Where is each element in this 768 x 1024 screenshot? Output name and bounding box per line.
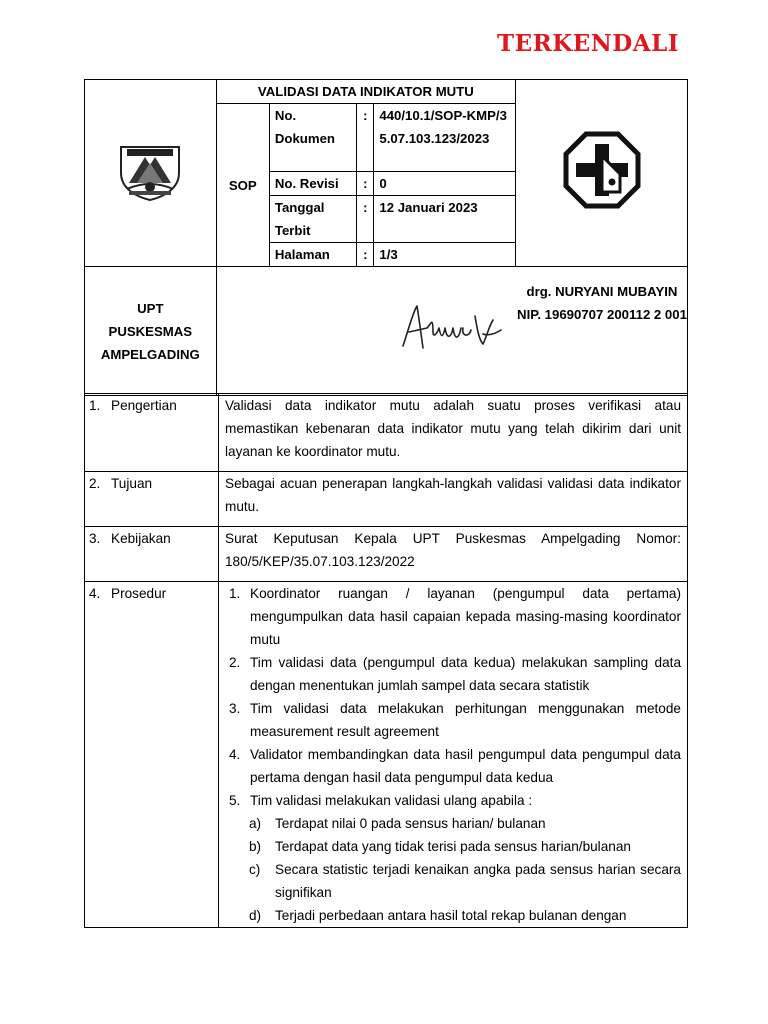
org-line-1: UPT: [137, 300, 164, 316]
page-value: 1/3: [374, 243, 516, 267]
sop-header-table: [84, 79, 688, 396]
issue-date-value: 12 Januari 2023: [374, 196, 516, 243]
page-colon: :: [357, 243, 374, 267]
page-label: Halaman: [269, 243, 356, 267]
list-item: 3. Tim validasi data melakukan perhitungan menggunakan metode measurement result agreement: [229, 701, 681, 739]
section-1-text: Validasi data indikator mutu adalah suatu proses verifikasi atau memastikan kebenaran data indikator mutu yang telah dikirim dari unit layanan ke koordinator mutu.: [219, 394, 688, 472]
section-1-title: 1. Pengertian: [85, 394, 219, 472]
right-logo-cell: [516, 80, 688, 267]
sop-content-table: [84, 393, 688, 928]
list-item: a) Terdapat nilai 0 pada sensus harian/ bulanan: [249, 816, 546, 831]
org-line-3: AMPELGADING: [100, 346, 200, 362]
sop-title: VALIDASI DATA INDIKATOR MUTU: [216, 80, 515, 104]
district-emblem-icon: [115, 139, 185, 201]
signatory-block: [517, 280, 687, 326]
issue-date-colon: :: [357, 196, 374, 243]
issue-date-label: Tanggal Terbit: [269, 196, 356, 243]
puskesmas-logo-icon: [562, 130, 642, 210]
doc-number-value: 440/10.1/SOP-KMP/35.07.103.123/2023: [374, 104, 516, 172]
doc-number-label: No. Dokumen: [269, 104, 356, 172]
list-item: 2. Tim validasi data (pengumpul data kedua) melakukan sampling data dengan menentukan jumlah sampel data secara statistik: [229, 655, 681, 693]
section-2-text: Sebagai acuan penerapan langkah-langkah validasi validasi data indikator mutu.: [219, 472, 688, 527]
section-4-title: 4. Prosedur: [85, 582, 219, 928]
org-line-2: PUSKESMAS: [108, 323, 193, 339]
revalidation-conditions: [225, 812, 681, 927]
section-2-title: 2. Tujuan: [85, 472, 219, 527]
sop-label: SOP: [216, 104, 269, 267]
revision-label: No. Revisi: [269, 172, 356, 196]
list-item: d) Terjadi perbedaan antara hasil total rekap bulanan dengan: [249, 908, 627, 923]
section-4-procedure: [219, 582, 688, 928]
controlled-stamp: TERKENDALI: [497, 30, 680, 57]
doc-number-colon: :: [357, 104, 374, 172]
revision-value: 0: [374, 172, 516, 196]
procedure-steps: [225, 582, 681, 812]
signatory-nip: NIP. 19690707 200112 2 001: [517, 307, 687, 322]
list-item: 4. Validator membandingkan data hasil pengumpul data pengumpul data pertama dengan hasil data pengumpul data kedua: [229, 747, 681, 785]
section-3-title: 3. Kebijakan: [85, 527, 219, 582]
revision-colon: :: [357, 172, 374, 196]
signatory-name: drg. NURYANI MUBAYIN: [526, 284, 678, 299]
list-item: c) Secara statistic terjadi kenaikan angka pada sensus harian secara signifikan: [249, 862, 681, 900]
list-item: 5. Tim validasi melakukan validasi ulang apabila :: [229, 793, 533, 808]
list-item: b) Terdapat data yang tidak terisi pada sensus harian/bulanan: [249, 839, 631, 854]
section-3-text: Surat Keputusan Kepala UPT Puskesmas Ampelgading Nomor: 180/5/KEP/35.07.103.123/2022: [219, 527, 688, 582]
organization-name: [85, 267, 217, 396]
handwritten-signature: [397, 298, 507, 358]
left-logo-cell: [85, 80, 217, 267]
list-item: 1. Koordinator ruangan / layanan (pengumpul data pertama) mengumpulkan data hasil capaian kepada masing-masing koordinator mutu: [229, 586, 681, 647]
